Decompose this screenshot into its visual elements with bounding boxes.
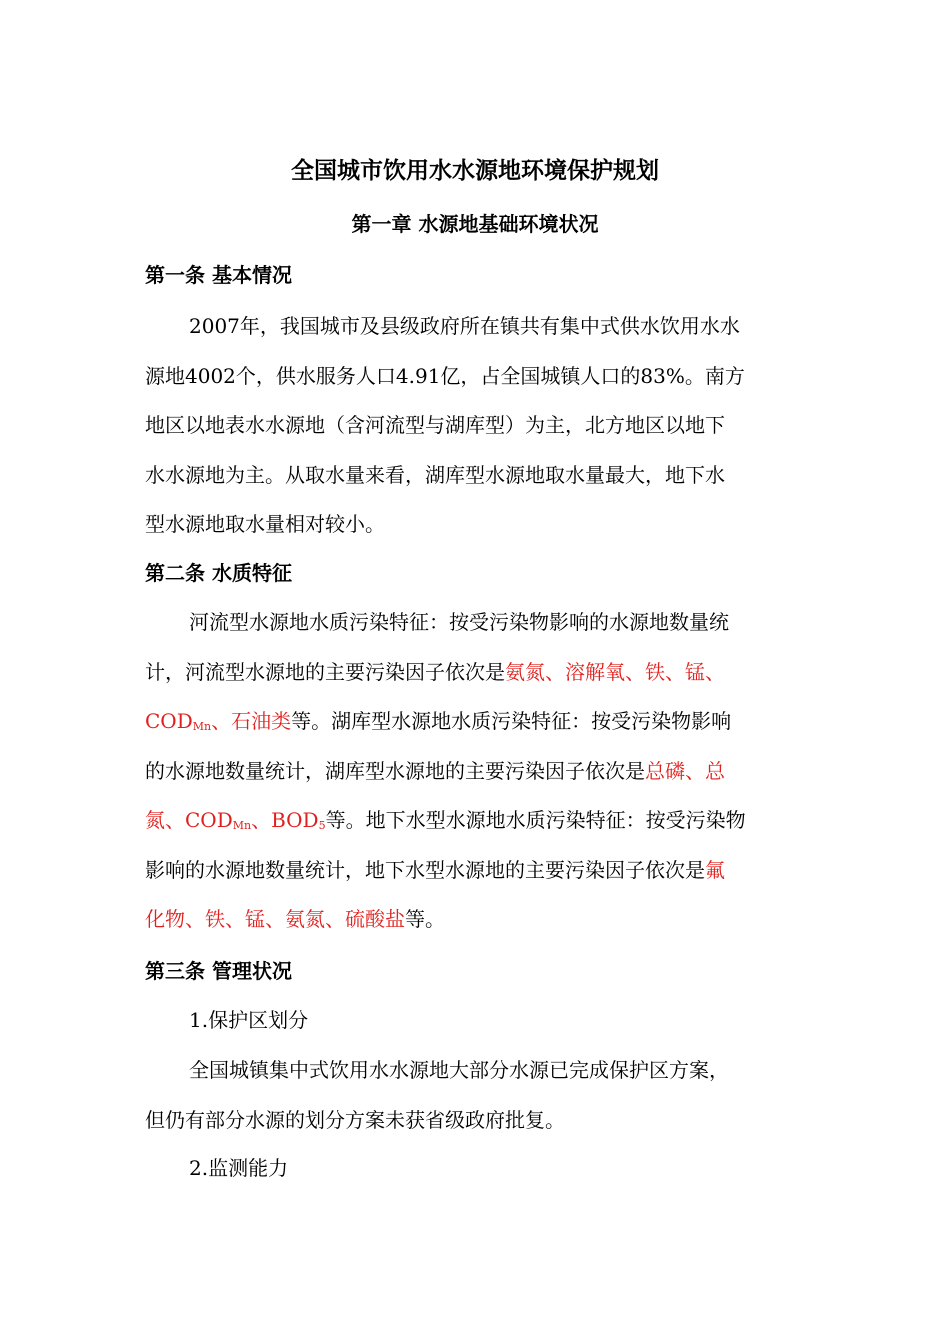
article-3-paragraph — [145, 1046, 815, 1145]
pollutant-highlight: 氨氮、溶解氧、铁、锰、 — [505, 659, 725, 684]
article-3-heading: 第三条 管理状况 — [145, 959, 292, 983]
article-2-paragraph — [145, 598, 815, 945]
subscript: Mn — [192, 720, 212, 733]
paragraph-line: 全国城镇集中式饮用水水源地大部分水源已完成保护区方案， — [189, 1058, 729, 1082]
pollutant-highlight: 、BOD — [251, 808, 319, 832]
paragraph-line: 源地4002个，供水服务人口4.91亿，占全国城镇人口的83%。南方 — [145, 363, 745, 388]
article-1-paragraph — [145, 302, 815, 550]
text-run: 等。 — [405, 907, 445, 931]
pollutant-highlight: 氮、COD — [145, 808, 233, 832]
subsection-heading: 1.保护区划分 — [189, 1008, 309, 1032]
pollutant-highlight: 化物、铁、锰、氨氮、硫酸盐 — [145, 907, 405, 931]
paragraph-line — [145, 796, 815, 846]
subscript: Mn — [232, 819, 252, 832]
paragraph-line — [145, 895, 815, 945]
pollutant-highlight: 总磷、总 — [645, 758, 725, 783]
paragraph-line — [145, 648, 815, 698]
subscript: 5 — [318, 819, 326, 832]
paragraph-line — [145, 747, 815, 797]
paragraph-line: 河流型水源地水质污染特征：按受污染物影响的水源地数量统 — [189, 610, 729, 634]
text-run: 影响的水源地数量统计，地下水型水源地的主要污染因子依次是 — [145, 857, 705, 882]
text-run: 的水源地数量统计，湖库型水源地的主要污染因子依次是 — [145, 758, 645, 783]
paragraph-line — [145, 697, 815, 747]
text-run: 等。地下水型水源地水质污染特征：按受污染物 — [325, 808, 746, 832]
chapter-heading: 第一章 水源地基础环境状况 — [351, 212, 599, 236]
pollutant-highlight: COD — [145, 709, 193, 733]
pollutant-highlight: 氟 — [705, 857, 725, 882]
paragraph-line — [145, 846, 815, 896]
document-title: 全国城市饮用水水源地环境保护规划 — [291, 157, 659, 184]
pollutant-highlight: 、石油类 — [211, 709, 292, 733]
subsection-heading: 2.监测能力 — [189, 1156, 289, 1180]
paragraph-line: 但仍有部分水源的划分方案未获省级政府批复。 — [145, 1107, 565, 1132]
article-1-heading: 第一条 基本情况 — [145, 263, 292, 287]
paragraph-line: 2007年，我国城市及县级政府所在镇共有集中式供水饮用水水 — [189, 314, 740, 338]
paragraph-line: 型水源地取水量相对较小。 — [145, 512, 385, 536]
text-run: 计，河流型水源地的主要污染因子依次是 — [145, 659, 505, 684]
paragraph-line: 地区以地表水水源地（含河流型与湖库型）为主，北方地区以地下 — [145, 413, 725, 437]
article-2-heading: 第二条 水质特征 — [145, 561, 292, 585]
text-run: 等。湖库型水源地水质污染特征：按受污染物影响 — [291, 709, 732, 733]
paragraph-line: 水水源地为主。从取水量来看，湖库型水源地取水量最大，地下水 — [145, 462, 725, 487]
